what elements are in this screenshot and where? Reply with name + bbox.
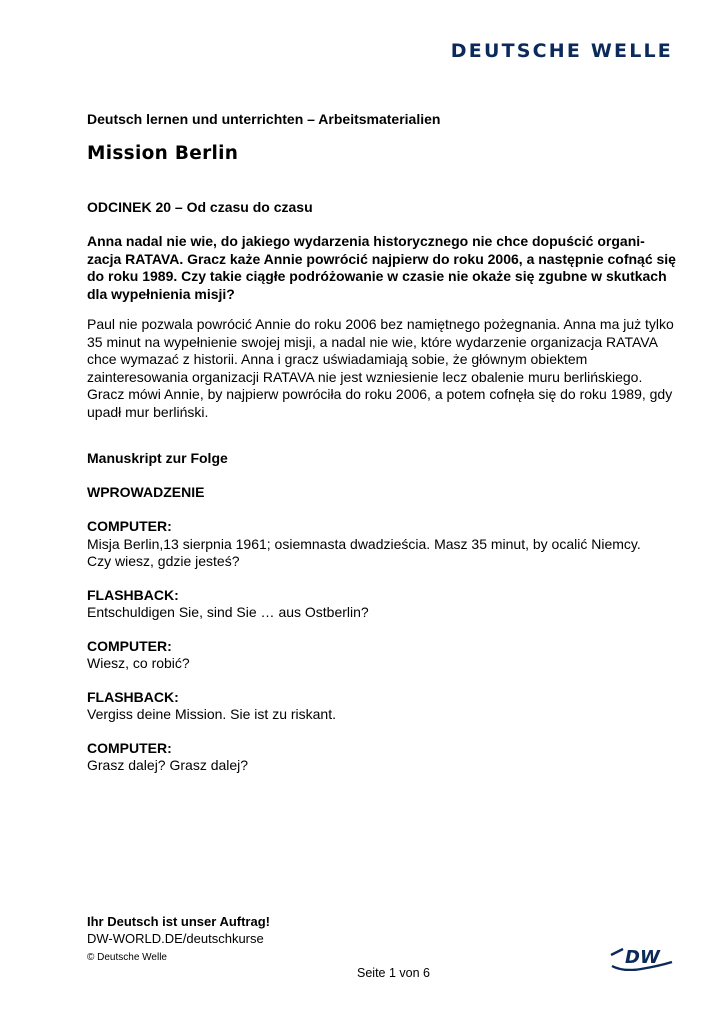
script-entry	[87, 518, 687, 571]
footer-slogan: Ihr Deutsch ist unser Auftrag!	[87, 914, 270, 929]
speaker-label: COMPUTER:	[87, 637, 172, 654]
dialogue-line: Grasz dalej? Grasz dalej?	[87, 757, 249, 773]
footer-url-link[interactable]: DW-WORLD.DE/deutschkurse	[87, 931, 264, 946]
dw-logo-icon	[609, 945, 673, 971]
document-title: Mission Berlin	[87, 143, 239, 164]
logo-accent	[611, 949, 623, 955]
speaker-label: COMPUTER:	[87, 518, 172, 534]
dialogue-line: Misja Berlin,13 sierpnia 1961; osiemnasta dwadzieścia. Masz 35 minut, by ocalić Niemcy.	[87, 535, 641, 552]
script-entry	[87, 638, 687, 673]
script-entry	[87, 740, 687, 775]
script-entries	[87, 518, 687, 791]
speaker-label: COMPUTER:	[87, 739, 172, 756]
brand-wordmark: DEUTSCHE WELLE	[450, 40, 673, 62]
copyright-notice: © Deutsche Welle	[87, 952, 167, 963]
intro-paragraph: Anna nadal nie wie, do jakiego wydarzenia historycznego nie chce dopuścić organi-zacja RATAVA. Gracz każe Annie powrócić najpierw do roku 2006, a następnie cofnąć się do roku 1989. Czy takie ciągłe podróżowanie w czasie nie okaże się zgubne w skutkach dla wypełnienia misji?	[87, 233, 676, 302]
section-heading: WPROWADZENIE	[87, 484, 205, 500]
script-entry	[87, 689, 687, 724]
dialogue-line: Entschuldigen Sie, sind Sie … aus Ostberlin?	[87, 604, 369, 620]
speaker-label: FLASHBACK:	[87, 688, 179, 705]
dialogue-line: Czy wiesz, gdzie jesteś?	[87, 553, 240, 569]
dialogue-line: Wiesz, co robić?	[87, 655, 190, 671]
script-entry	[87, 587, 687, 622]
script-heading: Manuskript zur Folge	[87, 450, 228, 466]
episode-heading: ODCINEK 20 – Od czasu do czasu	[87, 199, 313, 215]
dialogue-line: Vergiss deine Mission. Sie ist zu riskant.	[87, 706, 336, 722]
document-subtitle: Deutsch lernen und unterrichten – Arbeitsmaterialien	[87, 111, 441, 127]
summary-paragraph: Paul nie pozwala powrócić Annie do roku 2006 bez namiętnego pożegnania. Anna ma już tylko 35 minut na wypełnienie swojej misji, a nadal nie wie, które wydarzenie organizacja RATAVA chce wymazać z historii. Anna i gracz uświadamiają sobie, że głównym obiektem zainteresowania organizacji RATAVA nie jest wzniesienie lecz obalenie muru berlińskiego. Gracz mówi Annie, by najpierw powróciła do roku 2006, a potem cofnęła się do roku 1989, gdy upadł mur berliński.	[87, 316, 674, 420]
logo-lettering: DW	[625, 947, 660, 968]
speaker-label: FLASHBACK:	[87, 586, 179, 603]
page-number: Seite 1 von 6	[357, 966, 430, 980]
